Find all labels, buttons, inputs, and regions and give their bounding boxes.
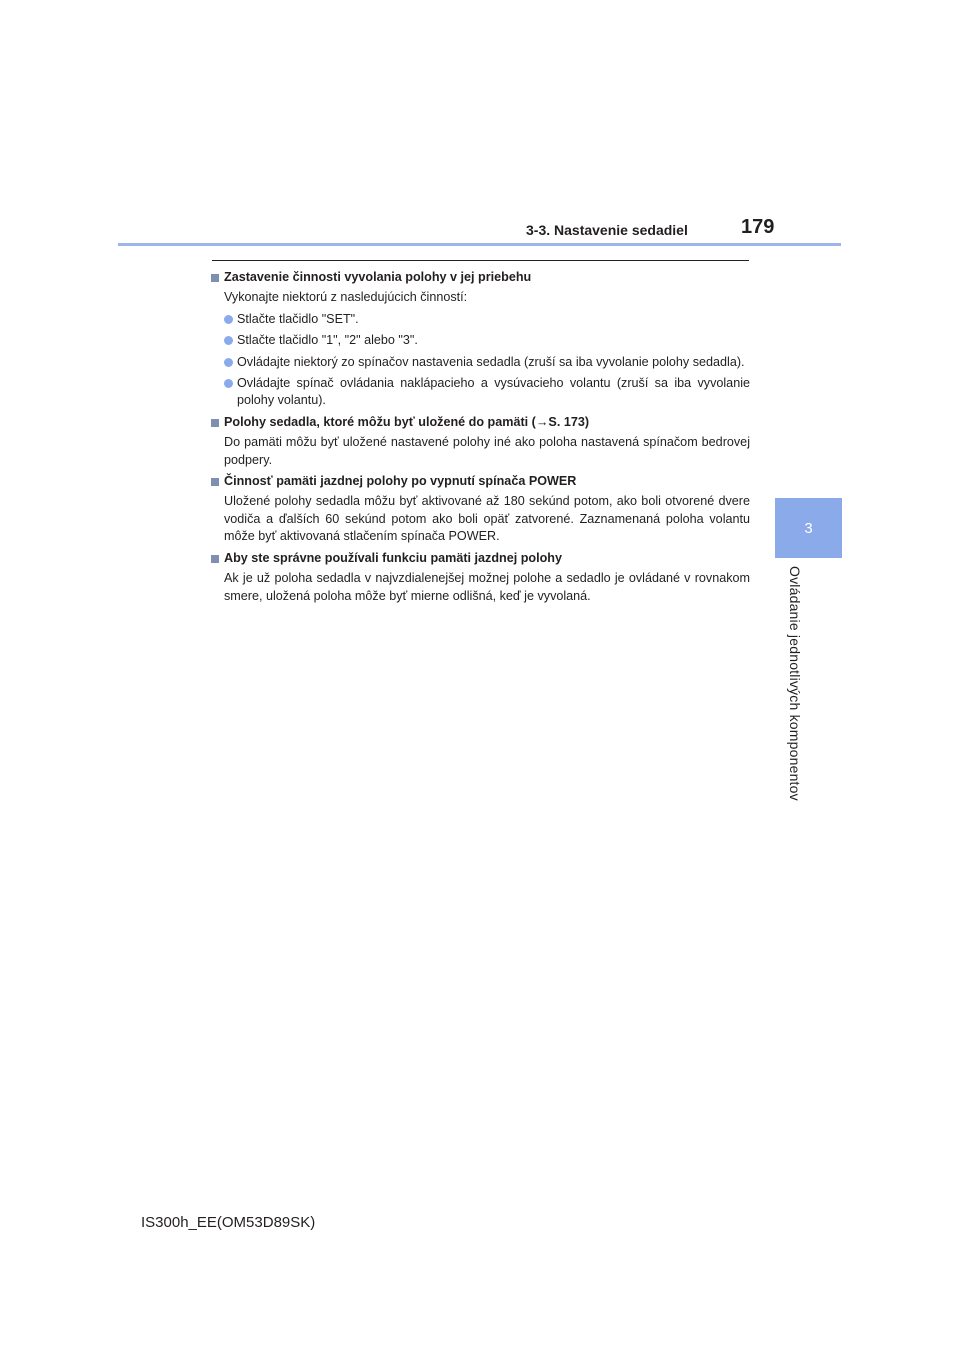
section-heading <box>210 473 750 490</box>
square-bullet-icon <box>211 478 219 486</box>
bullet-item <box>210 332 750 349</box>
section-intro: Vykonajte niektorú z nasledujúcich činností: <box>224 290 468 305</box>
bullet-item <box>210 354 750 371</box>
section-heading <box>210 269 750 286</box>
bullet-text: Ovládajte spínač ovládania naklápacieho a vysúvacieho volantu (zruší sa iba vyvolanie polohy volantu). <box>237 376 750 408</box>
square-bullet-icon <box>211 555 219 563</box>
square-bullet-icon <box>211 419 219 427</box>
bullet-item <box>210 311 750 328</box>
page-number: 179 <box>741 216 775 238</box>
section-heading <box>210 414 750 431</box>
section-body: Ak je už poloha sedadla v najvzdialenejšej možnej polohe a sedadlo je ovládané v rovnakom smere, uložená poloha môže byť mierne odlišná, keď je vyvolaná. <box>224 571 750 603</box>
header-rule <box>118 243 841 246</box>
section-heading <box>210 550 750 567</box>
square-bullet-icon <box>211 274 219 282</box>
bullet-text: Ovládajte niektorý zo spínačov nastavenia sedadla (zruší sa iba vyvolanie polohy sedadla). <box>237 354 745 369</box>
content-body <box>210 269 750 605</box>
section-memorable-positions <box>210 414 750 469</box>
bullet-text: Stlačte tlačidlo "1", "2" alebo "3". <box>237 333 418 348</box>
chapter-number: 3 <box>804 519 813 537</box>
section-power-off-operation <box>210 473 750 546</box>
round-bullet-icon <box>224 358 233 367</box>
heading-text: Aby ste správne používali funkciu pamäti jazdnej polohy <box>224 550 563 565</box>
content-top-rule <box>212 260 749 261</box>
heading-text: Činnosť pamäti jazdnej polohy po vypnutí spínača POWER <box>224 474 577 489</box>
round-bullet-icon <box>224 379 233 388</box>
round-bullet-icon <box>224 336 233 345</box>
section-body: Do pamäti môžu byť uložené nastavené polohy iné ako poloha nastavená spínačom bedrovej podpery. <box>224 435 750 467</box>
section-stop-recall <box>210 269 750 410</box>
heading-text: Polohy sedadla, ktoré môžu byť uložené do pamäti (→S. 173) <box>224 414 590 429</box>
bullet-item <box>210 375 750 410</box>
chapter-tab[interactable] <box>775 498 842 558</box>
running-header-section: 3-3. Nastavenie sedadiel <box>526 222 688 238</box>
round-bullet-icon <box>224 315 233 324</box>
bullet-text: Stlačte tlačidlo "SET". <box>237 311 359 326</box>
footer-model-code: IS300h_EE(OM53D89SK) <box>141 1214 316 1231</box>
section-body: Uložené polohy sedadla môžu byť aktivované až 180 sekúnd potom, ako boli otvorené dvere vodiča a ďalších 60 sekúnd potom ako boli opäť zatvorené. Zaznamenaná poloha volantu môže byť aktivovaná stlačením spínača POWER. <box>224 494 750 544</box>
chapter-title-vertical: Ovládanie jednotlivých komponentov <box>787 566 803 801</box>
heading-text: Zastavenie činnosti vyvolania polohy v jej priebehu <box>224 270 532 284</box>
section-proper-use <box>210 550 750 605</box>
